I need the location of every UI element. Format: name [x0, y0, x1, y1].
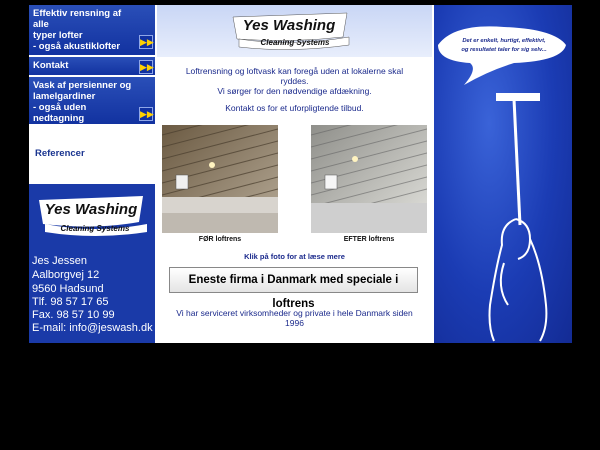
history-line: Vi har serviceret virksomheder og private i hele Danmark siden: [176, 308, 413, 318]
brand-logo: [35, 194, 151, 238]
nav-label-line: Kontakt: [33, 60, 69, 71]
intro-line: Kontakt os for et uforpligtende tilbud.: [225, 103, 364, 113]
nav-label-line: - også uden: [33, 102, 87, 113]
nav-label-line: lamelgardiner: [33, 91, 96, 102]
brand-logo: [229, 11, 353, 51]
contact-panel: [29, 184, 155, 343]
nav-item-ceiling-cleaning[interactable]: [29, 5, 155, 55]
nav-label-line[interactable]: Referencer: [35, 148, 85, 159]
after-photo-label: EFTER loftrens: [343, 236, 395, 243]
nav-item-references[interactable]: [29, 124, 155, 182]
nav-label-line: Effektiv rensning af alle: [33, 8, 122, 30]
right-decor-panel: [434, 5, 572, 343]
brand-name: Yes Washing: [44, 201, 138, 218]
contact-phone: Tlf. 98 57 17 65: [32, 296, 109, 308]
brand-tagline: Cleaning Systems: [60, 224, 130, 233]
nav-item-blinds-cleaning[interactable]: [29, 77, 155, 124]
intro-line: ryddes.: [280, 76, 309, 86]
before-photo[interactable]: [162, 125, 278, 233]
slogan-line: og resultatet taler for sig selv...: [461, 47, 547, 53]
person-silhouette: [490, 219, 547, 341]
nav-label-line: nedtagning: [33, 113, 85, 124]
main-content: [157, 5, 432, 343]
specialty-banner: Eneste firma i Danmark med speciale i loftrens: [169, 267, 418, 293]
header-logo-area: [157, 5, 432, 57]
contact-city: 9560 Hadsund: [32, 283, 104, 295]
intro-line: Loftrensning og loftvask kan foregå uden at lokalerne skal: [185, 66, 404, 76]
nav-label-line: typer lofter: [33, 30, 83, 41]
after-photo[interactable]: [311, 125, 427, 233]
before-photo-label: FØR loftrens: [198, 236, 242, 243]
brand-tagline: Cleaning Systems: [260, 38, 330, 47]
contact-email[interactable]: E-mail: info@jeswash.dk: [32, 322, 153, 334]
mop-head: [496, 93, 540, 101]
page-frame: [29, 5, 572, 343]
cleaning-illustration: [434, 5, 572, 343]
double-arrow-icon[interactable]: ▶▶: [140, 109, 154, 119]
brand-name: Yes Washing: [242, 17, 336, 34]
contact-street: Aalborgvej 12: [32, 269, 100, 281]
nav-item-contact[interactable]: [29, 57, 155, 75]
nav-label-line: Vask af persienner og: [33, 80, 132, 91]
contact-name: Jes Jessen: [32, 255, 88, 267]
click-photo-hint: Klik på foto for at læse mere: [244, 252, 345, 261]
double-arrow-icon[interactable]: ▶▶: [140, 62, 154, 72]
intro-line: Vi sørger for den nødvendige afdækning.: [217, 86, 372, 96]
left-column: [29, 5, 155, 343]
contact-fax: Fax. 98 57 10 99: [32, 309, 115, 321]
nav-label-line: - også akustiklofter: [33, 41, 121, 52]
history-line: 1996: [285, 318, 304, 328]
slogan-line: Det er enkelt, hurtigt, effektivt,: [462, 38, 546, 44]
double-arrow-icon[interactable]: ▶▶: [140, 37, 154, 47]
speech-bubble: [438, 26, 566, 85]
